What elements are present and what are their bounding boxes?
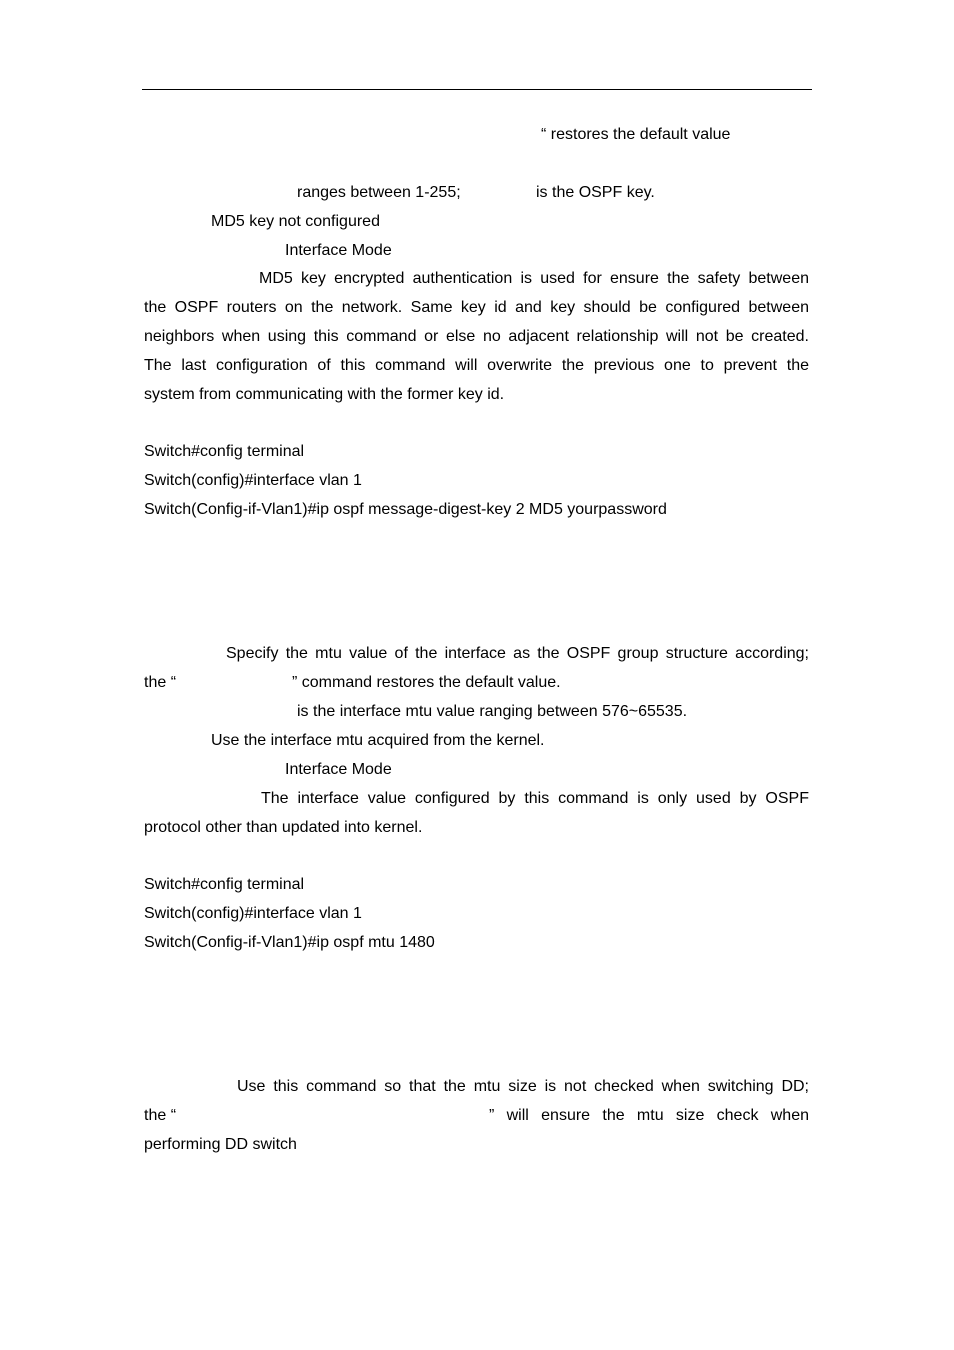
- function-line-2a: the “: [144, 674, 177, 691]
- function-line-2b: ” command restores the default value.: [292, 674, 561, 691]
- usage-line-2: the OSPF routers on the network. Same key id and key should be configured between: [144, 299, 809, 316]
- parameter-text: is the interface mtu value ranging between 576~65535.: [297, 703, 688, 720]
- function-line-2b: ” will ensure the mtu size check when: [489, 1107, 809, 1124]
- usage-line-4: The last configuration of this command will overwrite the previous one to prevent the: [144, 357, 809, 374]
- example-line-2: Switch(config)#interface vlan 1: [144, 472, 362, 489]
- default-text: MD5 key not configured: [211, 213, 380, 230]
- function-line-1: Use this command so that the mtu size is not checked when switching DD;: [237, 1078, 809, 1095]
- example-line-1: Switch#config terminal: [144, 876, 305, 893]
- default-value-note: “ restores the default value: [541, 126, 731, 143]
- usage-line-1: MD5 key encrypted authentication is used for ensure the safety between: [259, 270, 809, 287]
- example-line-1: Switch#config terminal: [144, 443, 305, 460]
- usage-line-2: protocol other than updated into kernel.: [144, 819, 423, 836]
- function-line-2a: the “: [144, 1107, 177, 1124]
- example-line-3: Switch(Config-if-Vlan1)#ip ospf mtu 1480: [144, 934, 435, 951]
- parameter-range-text: ranges between 1-255;: [297, 184, 461, 201]
- function-line-3: performing DD switch: [144, 1136, 297, 1153]
- parameter-key-text: is the OSPF key.: [536, 184, 655, 201]
- usage-line-3: neighbors when using this command or else no adjacent relationship will not be created.: [144, 328, 809, 345]
- header-rule: [142, 89, 812, 90]
- usage-line-1: The interface value configured by this command is only used by OSPF: [261, 790, 809, 807]
- command-mode-text: Interface Mode: [285, 761, 392, 778]
- command-mode-text: Interface Mode: [285, 242, 392, 259]
- example-line-2: Switch(config)#interface vlan 1: [144, 905, 362, 922]
- usage-line-5: system from communicating with the former key id.: [144, 386, 505, 403]
- default-text: Use the interface mtu acquired from the kernel.: [211, 732, 545, 749]
- example-line-3: Switch(Config-if-Vlan1)#ip ospf message-digest-key 2 MD5 yourpassword: [144, 501, 667, 518]
- function-line-1: Specify the mtu value of the interface as the OSPF group structure according;: [226, 645, 809, 662]
